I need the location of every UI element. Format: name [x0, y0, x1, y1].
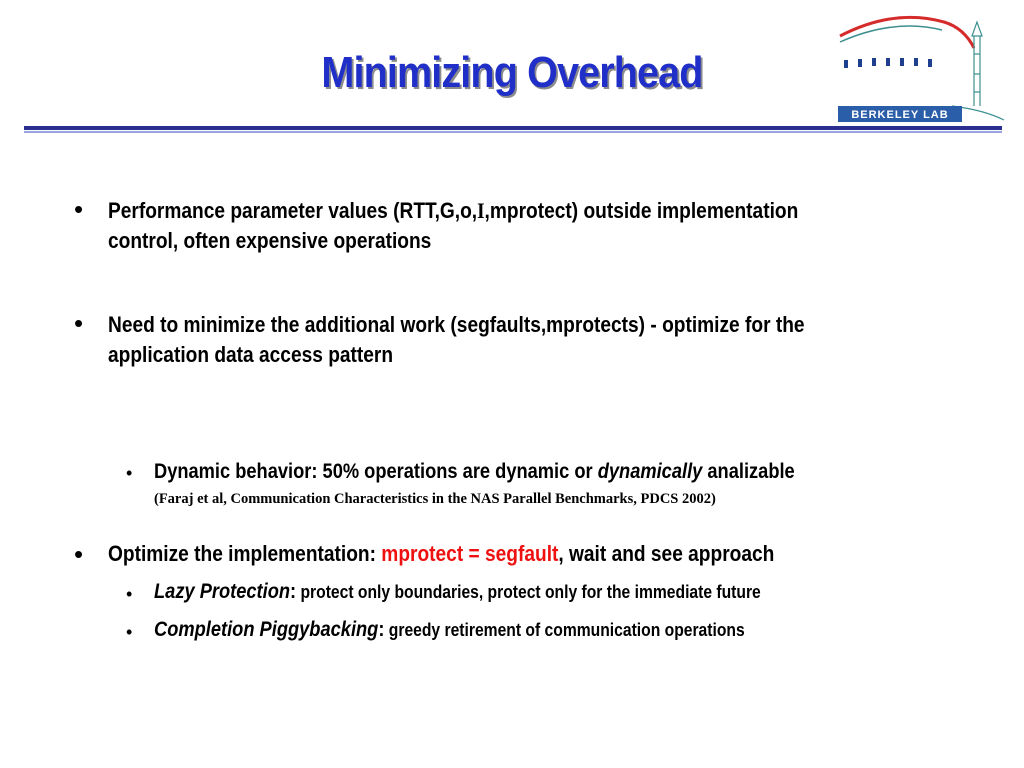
reference-citation: (Faraj et al, Communication Characteristics in the NAS Parallel Benchmarks, PDCS 2002)	[154, 491, 716, 507]
lazy-protection-text: Lazy Protection: protect only boundaries, protect only for the immediate future	[154, 580, 761, 603]
bullet-1-line-2: control, often expensive operations	[108, 228, 432, 253]
title-rule-shadow	[24, 131, 1002, 133]
dynamic-behavior-text: Dynamic behavior: 50% operations are dynamic or dynamically analizable	[154, 460, 795, 483]
logo-text: BERKELEY LAB	[851, 109, 949, 121]
bullet-3-line-1: Optimize the implementation: mprotect = segfault, wait and see approach	[108, 541, 775, 566]
sub-bullet-marker: •	[126, 622, 133, 642]
sub-bullet-marker: •	[126, 584, 133, 604]
bullet-2-line-1: Need to minimize the additional work (segfaults,mprotects) - optimize for the	[108, 312, 805, 337]
bullet-marker: •	[74, 194, 84, 224]
bullet-marker: •	[74, 308, 84, 338]
sub-bullet-marker: •	[126, 463, 133, 483]
berkeley-lab-logo	[834, 14, 1010, 126]
title-rule	[24, 126, 1002, 130]
bullet-2-line-2: application data access pattern	[108, 342, 394, 367]
slide-title: Minimizing Overhead	[321, 48, 703, 97]
completion-piggybacking-text: Completion Piggybacking: greedy retirement of communication operations	[154, 618, 745, 641]
bullet-marker: •	[74, 539, 84, 569]
bullet-1-line-1: Performance parameter values (RTT,G,o,I,mprotect) outside implementation	[108, 198, 799, 223]
